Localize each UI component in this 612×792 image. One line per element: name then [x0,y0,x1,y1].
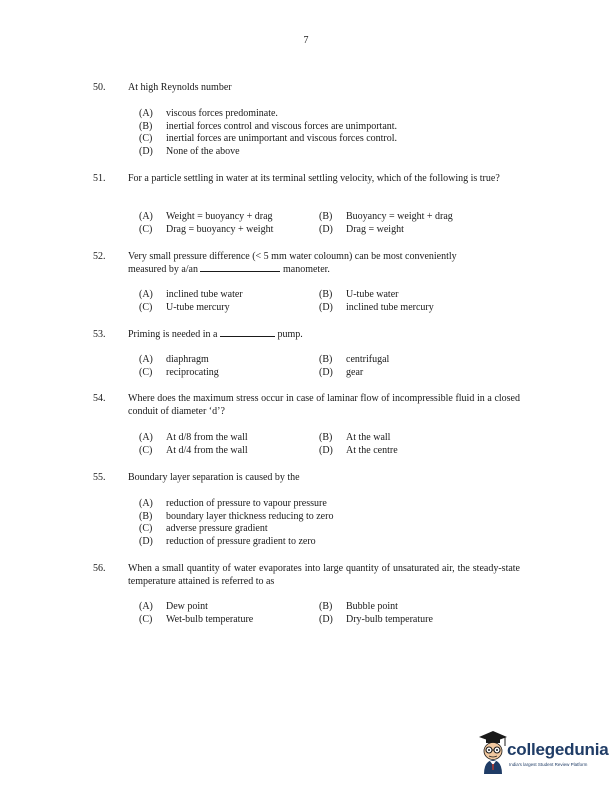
option-b: (B) Bubble point [319,601,398,612]
question-stem: Priming is needed in a pump. [128,329,303,340]
options-list [139,289,519,314]
logo-tagline: India's largest Student Review Platform [509,762,588,767]
page-number: 7 [303,35,309,46]
option-c: (C) Drag = buoyancy + weight [139,223,274,235]
option-a: (A) Weight = buoyancy + drag [139,211,273,222]
answer-blank [220,335,275,337]
option-c: (C) U-tube mercury [139,301,230,313]
question-number: 53. [93,329,106,340]
option-d: (D) gear [319,366,364,378]
option-a: (A) diaphragm [139,354,209,365]
options-list [139,498,519,548]
question-stem: For a particle settling in water at its terminal settling velocity, which of the following is true? [128,173,500,184]
question-number: 52. [93,251,106,262]
option-c: (C) adverse pressure gradient [139,523,268,535]
option-a: (A) inclined tube water [139,289,243,300]
answer-blank [200,270,280,272]
option-b: (B) inertial forces control and viscous forces are unimportant. [139,120,398,132]
option-d: (D) Drag = weight [319,223,404,235]
options-list [139,354,519,379]
option-d: (D) None of the above [139,145,240,157]
collegedunia-logo [476,728,609,780]
logo-brand: collegedunia [507,740,609,759]
question-stem: Where does the maximum stress occur in case of laminar flow of incompressible fluid in a closed conduit of diameter ‘d’? [128,393,520,417]
question-number: 56. [93,563,106,574]
option-d: (D) reduction of pressure gradient to zero [139,535,316,547]
question-number: 55. [93,472,106,483]
question-stem: Very small pressure difference (< 5 mm water coloumn) can be most conveniently measured by a/an manometer. [128,251,457,275]
question-number: 54. [93,393,106,404]
option-a: (A) reduction of pressure to vapour pressure [139,498,327,509]
options-list [139,211,519,236]
option-c: (C) inertial forces are unimportant and viscous forces control. [139,133,398,145]
option-d: (D) At the centre [319,444,398,456]
option-b: (B) boundary layer thickness reducing to zero [139,510,334,522]
option-b: (B) Buoyancy = weight + drag [319,211,453,222]
option-c: (C) At d/4 from the wall [139,444,248,456]
option-a: (A) Dew point [139,601,208,612]
option-b: (B) At the wall [319,432,391,443]
option-d: (D) inclined tube mercury [319,301,434,313]
option-d: (D) Dry-bulb temperature [319,613,433,625]
question-stem: At high Reynolds number [128,82,232,93]
question-stem: Boundary layer separation is caused by the [128,472,300,483]
mascot-icon [476,728,508,776]
option-b: (B) centrifugal [319,354,390,365]
question-number: 50. [93,82,106,93]
options-list [139,108,519,158]
option-c: (C) reciprocating [139,366,219,378]
options-list [139,432,519,457]
option-a: (A) At d/8 from the wall [139,432,248,443]
question-stem: When a small quantity of water evaporates into large quantity of unsaturated air, the steady-state temperature attained is referred to as [128,563,520,587]
option-c: (C) Wet-bulb temperature [139,613,254,625]
option-b: (B) U-tube water [319,289,399,300]
question-number: 51. [93,173,106,184]
option-a: (A) viscous forces predominate. [139,108,278,119]
options-list [139,601,519,626]
